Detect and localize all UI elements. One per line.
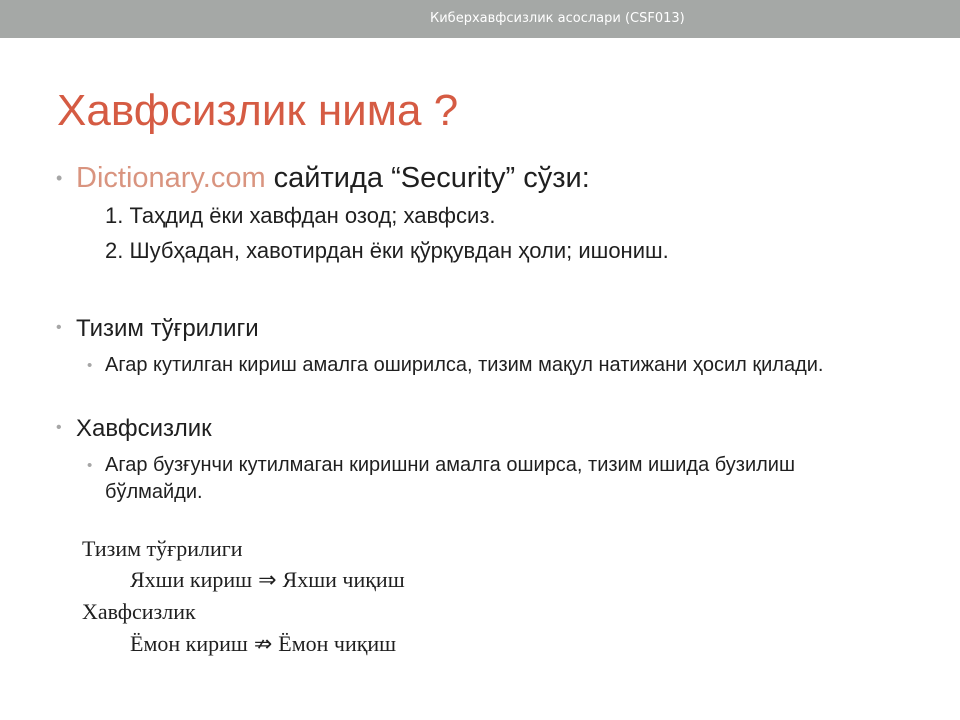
good-output: Яхши чиқиш [282, 567, 405, 592]
bullet-dictionary [56, 162, 590, 195]
bullet-dot-icon: • [87, 457, 93, 474]
sub-bullet-correctness-text: Агар кутилган кириш амалга оширилса, тизим мақул натижани ҳосил қилади. [105, 354, 824, 376]
not-implies-arrow-icon: ⇏ [253, 631, 273, 656]
bullet-security-heading: Хавфсизлик [76, 415, 212, 442]
slide-title: Хавфсизлик нима ? [57, 86, 459, 135]
good-input: Яхши кириш [130, 567, 253, 592]
formula-security [130, 631, 396, 657]
course-title: Киберхавфсизлик асослари (CSF013) [430, 11, 685, 26]
bullet-security [56, 415, 212, 443]
bad-output: Ёмон чиқиш [278, 631, 397, 656]
implies-arrow-icon: ⇒ [258, 567, 277, 592]
bullet-correctness-heading: Тизим тўғрилиги [76, 315, 259, 342]
bullet-dot-icon: • [56, 419, 62, 436]
formula-correctness-label: Тизим тўғрилиги [82, 536, 243, 561]
bullet-dot-icon: • [87, 357, 93, 374]
bullet-correctness [56, 315, 259, 343]
bullet-dot-icon: • [56, 168, 63, 188]
formula-security-label: Хавфсизлик [82, 599, 196, 624]
formula-correctness [130, 567, 405, 593]
sub-bullet-security-text: Агар бузғунчи кутилмаган киришни амалга оширса, тизим ишида бузилиш бўлмайди. [105, 454, 795, 503]
definition-1: 1. Таҳдид ёки хавфдан озод; хавфсиз. [105, 203, 496, 228]
bad-input: Ёмон кириш [130, 631, 248, 656]
bullet-dot-icon: • [56, 319, 62, 336]
dictionary-link[interactable]: Dictionary.com [76, 162, 266, 194]
sub-bullet-correctness [87, 352, 895, 379]
slide-header-bar [0, 0, 960, 38]
bullet-dictionary-text: сайтида “Security” сўзи: [265, 162, 590, 194]
definition-2: 2. Шубҳадан, хавотирдан ёки қўрқувдан ҳоли; ишониш. [105, 238, 669, 263]
sub-bullet-security [87, 452, 895, 506]
